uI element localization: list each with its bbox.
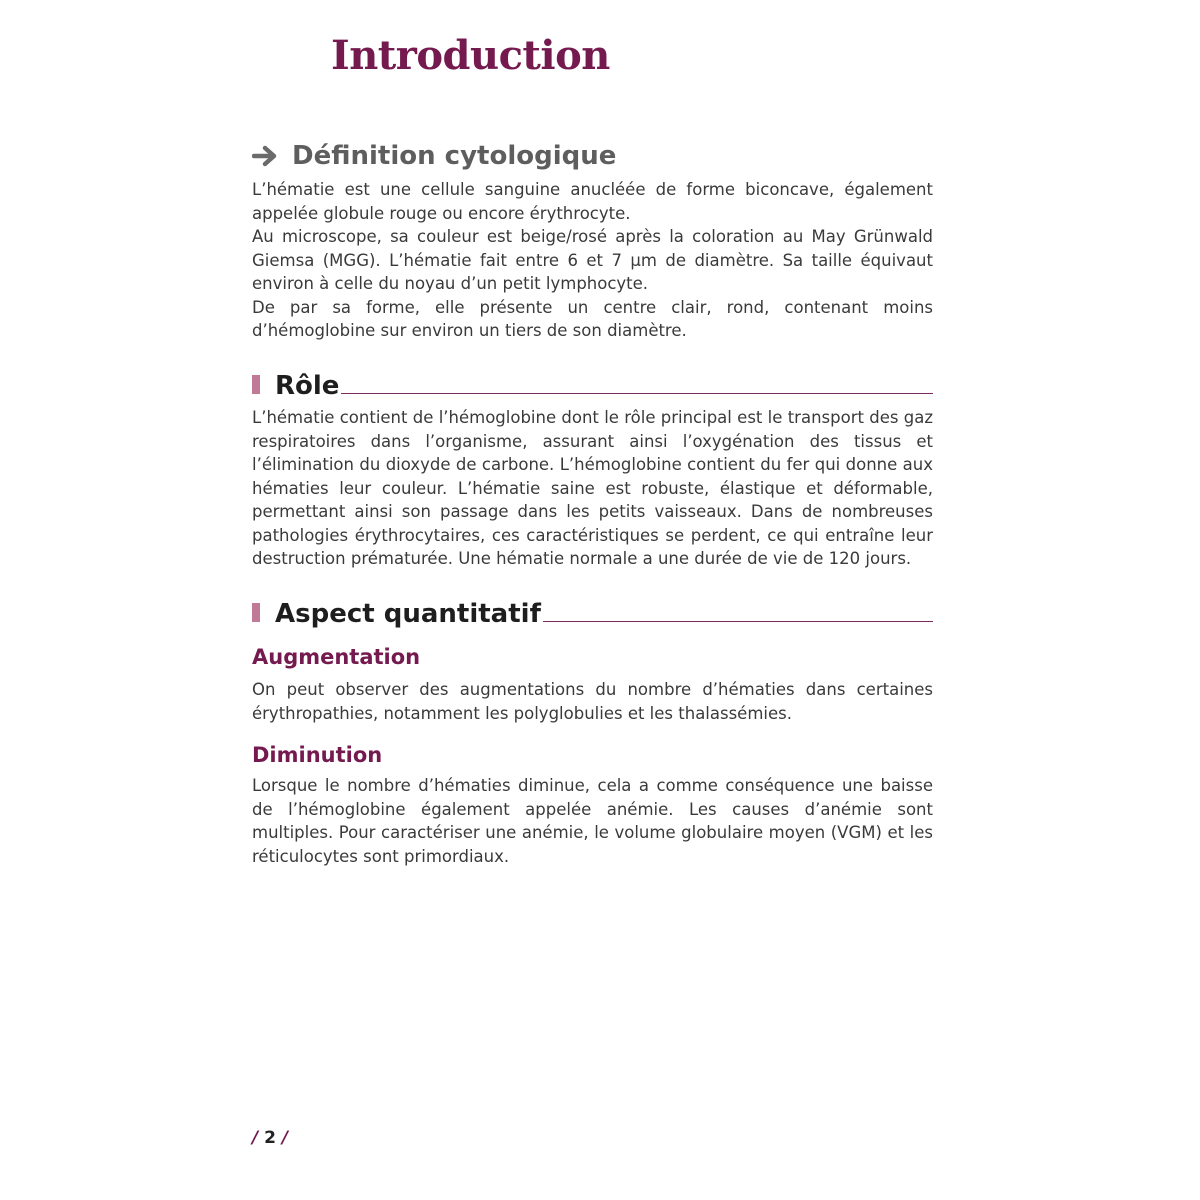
augmentation-heading: Augmentation: [252, 645, 421, 669]
heading-rule: [543, 621, 933, 622]
definition-paragraph-2: Au microscope, sa couleur est beige/rosé après la coloration au May Grünwald Giemsa (MGG). L’hématie fait entre 6 et 7 µm de diamètre. Sa taille équivaut environ à celle du noyau d’un petit lymphocyte.: [252, 227, 933, 293]
role-paragraph: L’hématie contient de l’hémoglobine dont le rôle principal est le transport des gaz respiratoires dans l’organisme, assurant ainsi l’oxygénation des tissus et l’élimination du dioxyde de carbone. L’hémoglobine contient du fer qui donne aux hématies leur couleur. L’hématie saine est robuste, élastique et déformable, permettant ainsi son passage dans les petits vaisseaux. Dans de nombreuses pathologies érythrocytaires, ces caractéristiques se perdent, ce qui entraîne leur destruction prématurée. Une hématie normale a une durée de vie de 120 jours.: [252, 408, 933, 568]
arrow-right-icon: [252, 145, 278, 167]
definition-paragraph-3: De par sa forme, elle présente un centre clair, rond, contenant moins d’hémoglobine sur environ un tiers de son diamètre.: [252, 297, 933, 340]
definition-heading-text: Définition cytologique: [292, 141, 617, 171]
quantitative-heading-text: Aspect quantitatif: [275, 599, 541, 629]
page-number-slash-right: /: [281, 1128, 289, 1148]
page-number-slash-left: /: [252, 1128, 259, 1148]
section-role: [252, 367, 933, 571]
bar-marker-icon: [252, 375, 260, 394]
bar-marker-icon: [252, 603, 260, 622]
quantitative-heading: [252, 595, 933, 629]
role-heading: [252, 367, 933, 401]
heading-rule: [341, 393, 933, 394]
definition-heading: [252, 139, 933, 173]
page-number: [252, 1126, 288, 1150]
page-title: Introduction: [331, 32, 610, 79]
section-definition: [252, 139, 933, 343]
diminution-heading: Diminution: [252, 743, 383, 767]
page-number-value: 2: [264, 1128, 276, 1148]
definition-body: [252, 178, 933, 343]
diminution-paragraph: Lorsque le nombre d’hématies diminue, cela a comme conséquence une baisse de l’hémoglobine également appelée anémie. Les causes d’anémie sont multiples. Pour caractériser une anémie, le volume globulaire moyen (VGM) et les réticulocytes sont primordiaux.: [252, 776, 933, 866]
role-heading-text: Rôle: [275, 371, 340, 401]
augmentation-paragraph: On peut observer des augmentations du nombre d’hématies dans certaines érythropathies, notamment les polyglobulies et les thalassémies.: [252, 680, 933, 723]
section-quantitative: [252, 595, 933, 868]
definition-paragraph-1: L’hématie est une cellule sanguine anucléée de forme biconcave, également appelée globule rouge ou encore érythrocyte.: [252, 180, 933, 223]
